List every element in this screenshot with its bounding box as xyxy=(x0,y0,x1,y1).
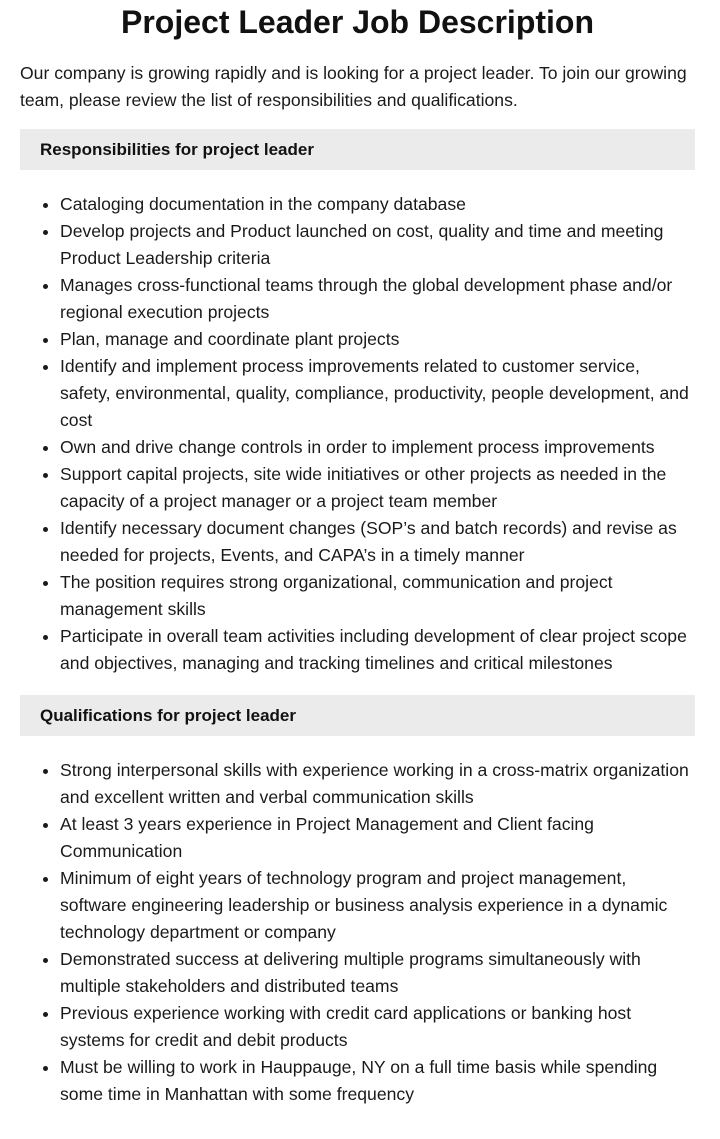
list-item: • Minimum of eight years of technology program and project management, software engineering leadership or business analysis experience in a dynamic technology department or company xyxy=(60,865,695,946)
list-item: • Own and drive change controls in order to implement process improvements xyxy=(60,434,695,461)
list-item: • Previous experience working with credit card applications or banking host systems for credit and debit products xyxy=(60,1000,695,1054)
intro-paragraph: Our company is growing rapidly and is looking for a project leader. To join our growing team, please review the list of responsibilities and qualifications. xyxy=(20,62,687,110)
list-item: • Demonstrated success at delivering multiple programs simultaneously with multiple stakeholders and distributed teams xyxy=(60,946,695,1000)
job-description xyxy=(0,2,720,1108)
page-title: Project Leader Job Description xyxy=(120,4,594,40)
list-item: • Develop projects and Product launched on cost, quality and time and meeting Product Leadership criteria xyxy=(60,218,695,272)
list-item: • Strong interpersonal skills with experience working in a cross-matrix organization and excellent written and verbal communication skills xyxy=(60,757,695,811)
list-item: • The position requires strong organizational, communication and project management skills xyxy=(60,569,695,623)
list-item: • Participate in overall team activities including development of clear project scope and objectives, managing and tracking timelines and critical milestones xyxy=(60,623,695,677)
list-item: • Plan, manage and coordinate plant projects xyxy=(60,326,695,353)
list-item: • Identify necessary document changes (SOP’s and batch records) and revise as needed for projects, Events, and CAPA’s in a timely manner xyxy=(60,515,695,569)
list-item: • At least 3 years experience in Project Management and Client facing Communication xyxy=(60,811,695,865)
responsibilities-heading: Responsibilities for project leader xyxy=(20,129,695,170)
list-item: • Identify and implement process improvements related to customer service, safety, environmental, quality, compliance, productivity, people development, and cost xyxy=(60,353,695,434)
list-item: • Support capital projects, site wide initiatives or other projects as needed in the capacity of a project manager or a project team member xyxy=(60,461,695,515)
responsibilities-list xyxy=(20,191,695,677)
list-item: • Must be willing to work in Hauppauge, NY on a full time basis while spending some time in Manhattan with some frequency xyxy=(60,1054,695,1108)
list-item: • Cataloging documentation in the company database xyxy=(60,191,695,218)
qualifications-list xyxy=(20,757,695,1108)
list-item: • Manages cross-functional teams through the global development phase and/or regional execution projects xyxy=(60,272,695,326)
qualifications-heading: Qualifications for project leader xyxy=(20,695,695,736)
